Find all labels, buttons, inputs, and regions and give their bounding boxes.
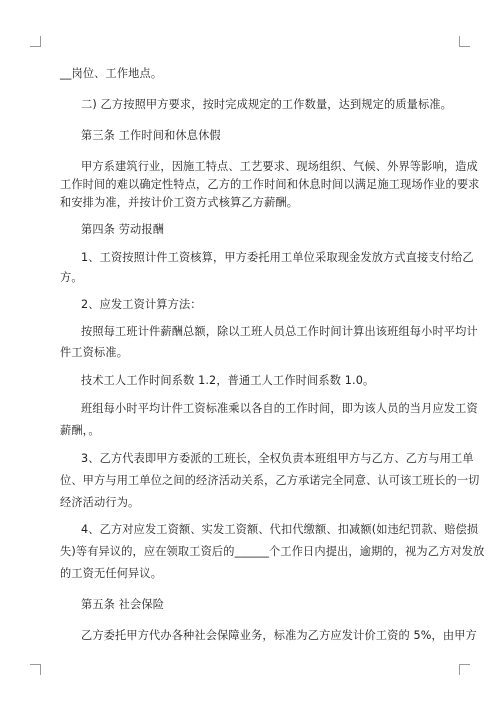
- text-line-quality-requirement: 二) 乙方按照甲方要求，按时完成规定的工作数量，达到规定的质量标准。: [81, 98, 453, 111]
- text-line: 方。: [60, 271, 83, 284]
- text-line: 3、乙方代表即甲方委派的工班长，全权负责本班组甲方与乙方、乙方与用工单: [81, 452, 474, 465]
- text-line: 甲方系建筑行业，因施工特点、工艺要求、现场组织、气候、外界等影响，造成: [81, 160, 478, 173]
- crop-mark-bottom-right: [459, 664, 470, 675]
- text-line: 和安排为准，并按计价工资方式核算乙方薪酬。: [60, 196, 299, 209]
- text-line: 技术工人工作时间系数 1.2，普通工人工作时间系数 1.0。: [81, 374, 375, 387]
- text-line: 的工资无任何异议。: [60, 567, 163, 580]
- crop-mark-top-right: [459, 36, 470, 47]
- heading-article-5: 第五条 社会保险: [81, 598, 165, 611]
- heading-article-3: 第三条 工作时间和休息休假: [81, 129, 221, 142]
- text-line: 件工资标准。: [60, 346, 129, 359]
- text-line-position-location: __岗位、工作地点。: [60, 67, 163, 80]
- text-line: 班组每小时平均计件工资标准乘以各自的工作时间，即为该人员的当月应发工资: [81, 402, 478, 415]
- text-line: 乙方委托甲方代办各种社会保障业务，标准为乙方应发计价工资的 5%，由甲方: [81, 629, 477, 642]
- text-line: 位、甲方与用工单位之间的经济活动关系，乙方承诺完全同意、认可该工班长的一切: [60, 474, 480, 487]
- text-line: 薪酬，。: [60, 424, 100, 437]
- heading-article-4: 第四条 劳动报酬: [81, 223, 165, 236]
- text-line: 2、应发工资计算方法：: [81, 298, 202, 311]
- text-line: 4、乙方对应发工资额、实发工资额、代扣代缴额、扣减额(如违纪罚款、赔偿损: [81, 523, 479, 536]
- text-line: 1、工资按照计件工资核算，甲方委托用工单位采取现金发放方式直接支付给乙: [81, 251, 474, 264]
- text-line: 失)等有异议的，应在领取工资后的______个工作日内提出，逾期的，视为乙方对发放: [60, 545, 485, 558]
- text-line: 经济活动行为。: [60, 496, 140, 509]
- text-line: 按照每工班计件薪酬总额，除以工班人员总工作时间计算出该班组每小时平均计: [81, 325, 478, 338]
- crop-mark-bottom-left: [30, 664, 41, 675]
- crop-mark-top-left: [30, 36, 41, 47]
- text-line: 工作时间的难以确定性特点，乙方的工作时间和休息时间以满足施工现场作业的要求: [60, 178, 480, 191]
